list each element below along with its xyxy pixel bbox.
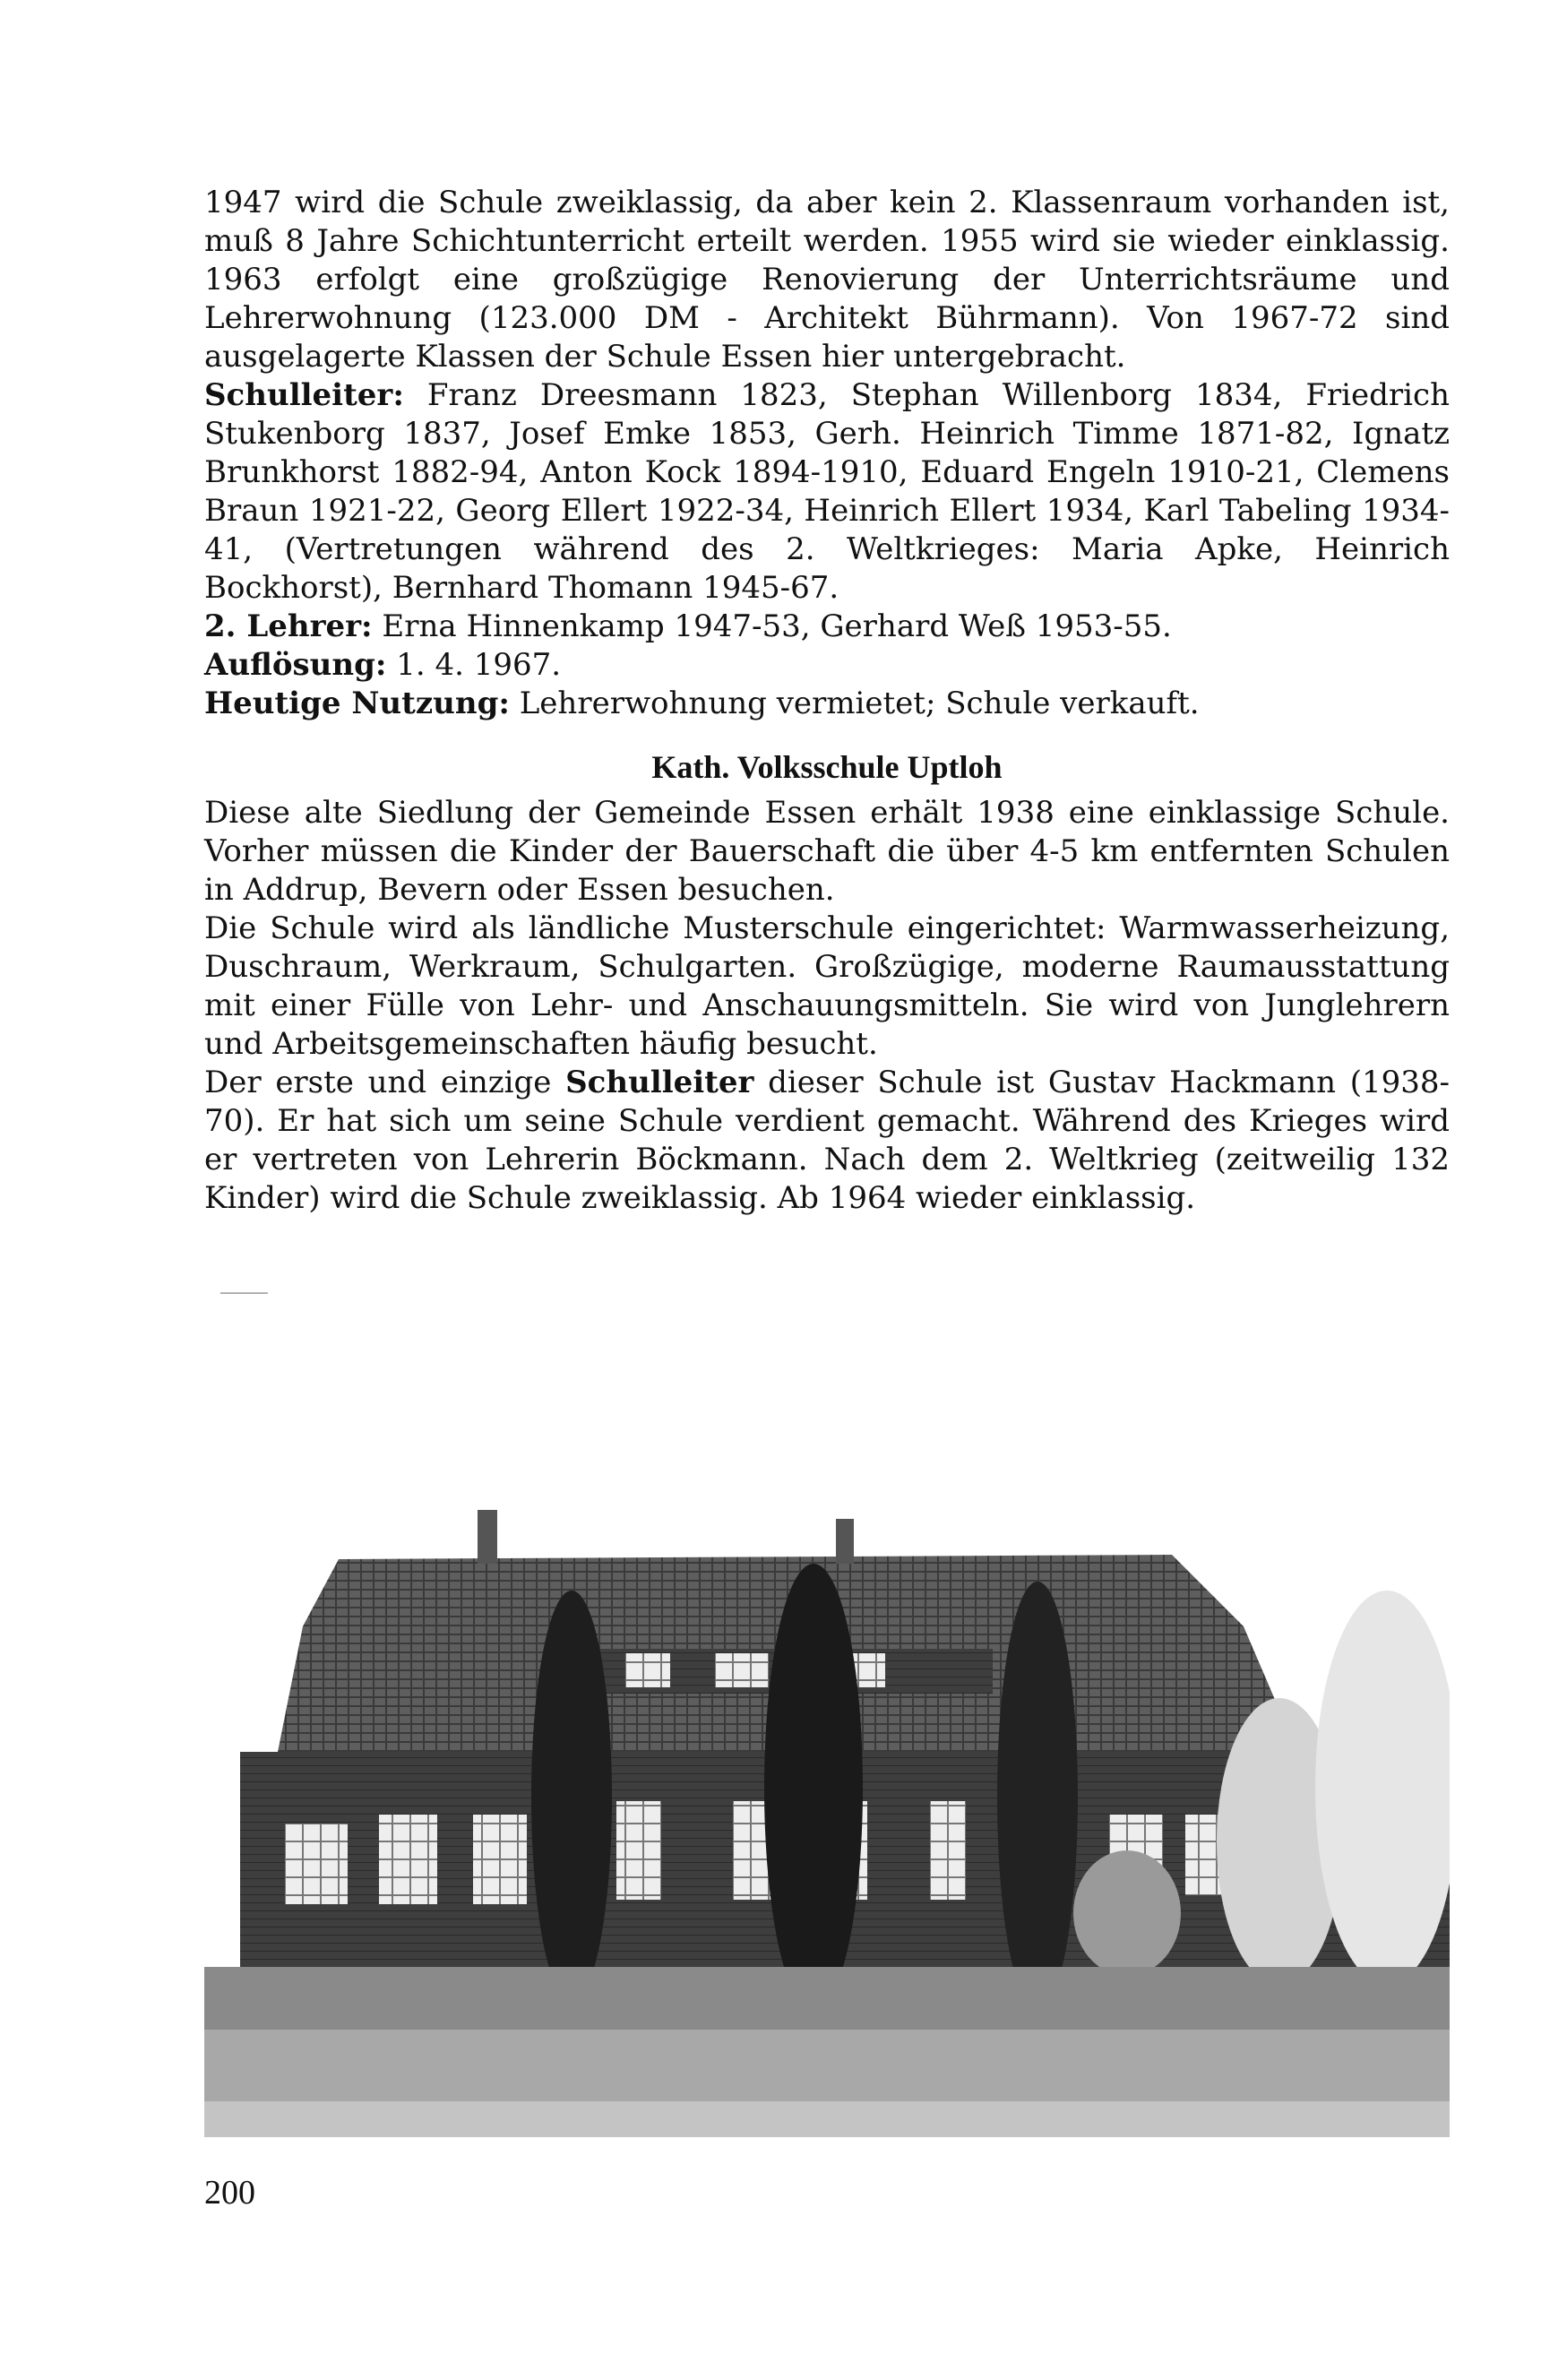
print-smudge: ⸻ <box>220 1281 269 1304</box>
page-number: 200 <box>204 2174 255 2212</box>
lehrer-list: Erna Hinnenkamp 1947-53, Gerhard Weß 1953-55. <box>372 608 1172 644</box>
school-building-photo <box>204 1492 1450 2137</box>
aufloesung-date: 1. 4. 1967. <box>386 647 562 683</box>
label-aufloesung: Auflösung: <box>204 647 387 683</box>
paragraph-nutzung <box>204 685 1450 723</box>
paragraph-uptloh-intro: Diese alte Siedlung der Gemeinde Essen erhält 1938 eine einklassige Schule. Vorher müssen die Kinder der Bauerschaft die über 4-5 km entfernten Schulen in Addrup, Bevern oder Essen besuchen. <box>204 795 1450 908</box>
label-lehrer: 2. Lehrer: <box>204 608 373 644</box>
label-nutzung: Heutige Nutzung: <box>204 686 510 721</box>
paragraph-uptloh-musterschule: Die Schule wird als ländliche Musterschule eingerichtet: Warmwasserheizung, Duschraum, Werkraum, Schulgarten. Großzügige, moderne Raumausstattung mit einer Fülle von Lehr- und Anschauungsmitteln. Sie wird von Junglehrern und Arbeitsgemeinschaften häufig besucht. <box>204 910 1450 1062</box>
paragraph-uptloh-schulleiter <box>204 1064 1450 1218</box>
text-fragment: Der erste und einzige <box>204 1065 566 1100</box>
paragraph-schulleiter <box>204 376 1450 608</box>
schulleiter-list: Franz Dreesmann 1823, Stephan Willenborg 1834, Friedrich Stukenborg 1837, Josef Emke 1853, Gerh. Heinrich Timme 1871-82, Ignatz Brunkhorst 1882-94, Anton Kock 1894-1910, Eduard Engeln 1910-21, Clemens Braun 1921-22, Georg Ellert 1922-34, Heinrich Ellert 1934, Karl Tabeling 1934-41, (Vertretungen während des 2. Weltkrieges: Maria Apke, Heinrich Bockhorst), Bernhard Thomann 1945-67. <box>204 377 1450 606</box>
text-fragment: dieser Schule ist Gustav Hackmann (1938-70). Er hat sich um seine Schule verdient gemacht. Während des Krieges wird er vertreten von Lehrerin Böckmann. Nach dem 2. Weltkrieg (zeitweilig 132 Kinder) wird die Schule zweiklassig. Ab 1964 wieder einklassig. <box>204 1065 1450 1216</box>
paragraph-history: 1947 wird die Schule zweiklassig, da aber kein 2. Klassenraum vorhanden ist, muß 8 Jahre Schichtunterricht erteilt werden. 1955 wird sie wieder einklassig. 1963 erfolgt eine großzügige Renovierung der Unterrichtsräume und Lehrerwohnung (123.000 DM - Architekt Bührmann). Von 1967-72 sind ausgelagerte Klassen der Schule Essen hier untergebracht. <box>204 185 1450 375</box>
paragraph-aufloesung <box>204 646 1450 685</box>
paragraph-lehrer <box>204 608 1450 646</box>
label-schulleiter: Schulleiter: <box>204 377 404 413</box>
nutzung-text: Lehrerwohnung vermietet; Schule verkauft. <box>509 686 1200 721</box>
body-text <box>204 184 1450 1218</box>
label-schulleiter-uptloh: Schulleiter <box>565 1065 754 1100</box>
section-title-uptloh: Kath. Volksschule Uptloh <box>651 749 1003 785</box>
